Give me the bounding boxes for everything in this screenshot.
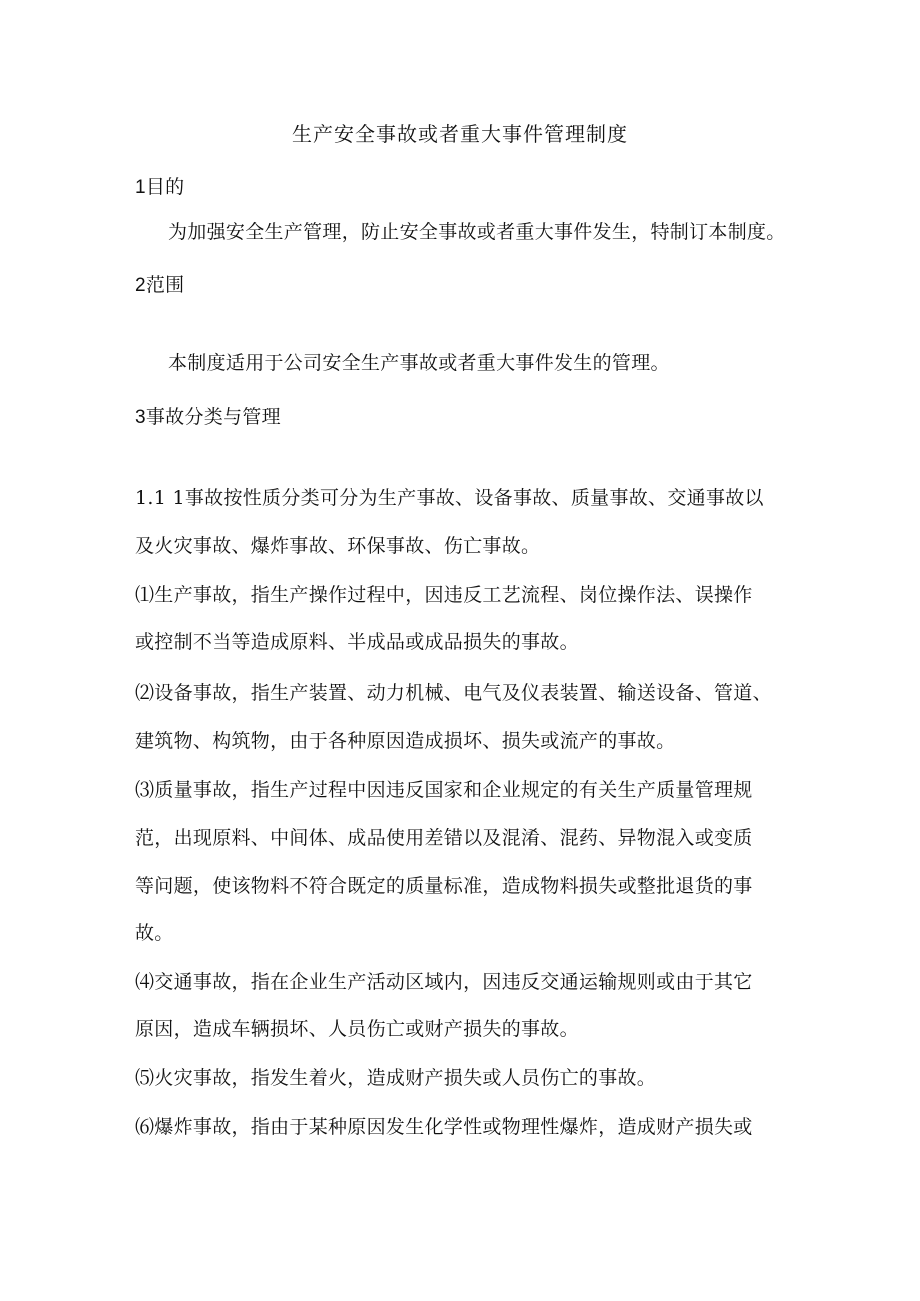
- body-line: 或控制不当等造成原料、半成品或成品损失的事故。: [135, 631, 579, 653]
- scope-paragraph: 本制度适用于公司安全生产事故或者重大事件发生的管理。: [168, 352, 670, 374]
- body-line: 故。: [135, 922, 174, 944]
- body-line: 原因，造成车辆损坏、人员伤亡或财产损失的事故。: [135, 1018, 579, 1040]
- body-line: ⑸火灾事故，指发生着火，造成财产损失或人员伤亡的事故。: [135, 1067, 657, 1089]
- body-line: 等问题，使该物料不符合既定的质量标准，造成物料损失或整批退货的事: [135, 875, 753, 897]
- body-line: ⑷交通事故，指在企业生产活动区域内，因违反交通运输规则或由于其它: [135, 971, 753, 993]
- document-title: 生产安全事故或者重大事件管理制度: [292, 122, 628, 146]
- body-line: 及火灾事故、爆炸事故、环保事故、伤亡事故。: [135, 535, 541, 557]
- body-line: ⑹爆炸事故，指由于某种原因发生化学性或物理性爆炸，造成财产损失或: [135, 1116, 753, 1138]
- body-line: ⑶质量事故，指生产过程中因违反国家和企业规定的有关生产质量管理规: [135, 779, 753, 801]
- purpose-paragraph: 为加强安全生产管理，防止安全事故或者重大事件发生，特制订本制度。: [168, 221, 786, 243]
- section-heading-scope: 2范围: [135, 275, 185, 296]
- body-line: 1.1 1事故按性质分类可分为生产事故、设备事故、质量事故、交通事故以: [135, 487, 764, 509]
- body-line: ⑴生产事故，指生产操作过程中，因违反工艺流程、岗位操作法、误操作: [135, 584, 753, 606]
- body-line: 建筑物、构筑物，由于各种原因造成损坏、损失或流产的事故。: [135, 730, 676, 752]
- section-heading-classification: 3事故分类与管理: [135, 407, 281, 428]
- body-line: 范，出现原料、中间体、成品使用差错以及混淆、混药、异物混入或变质: [135, 827, 753, 849]
- section-heading-purpose: 1目的: [135, 177, 185, 198]
- body-line: ⑵设备事故，指生产装置、动力机械、电气及仪表装置、输送设备、管道、: [135, 682, 772, 704]
